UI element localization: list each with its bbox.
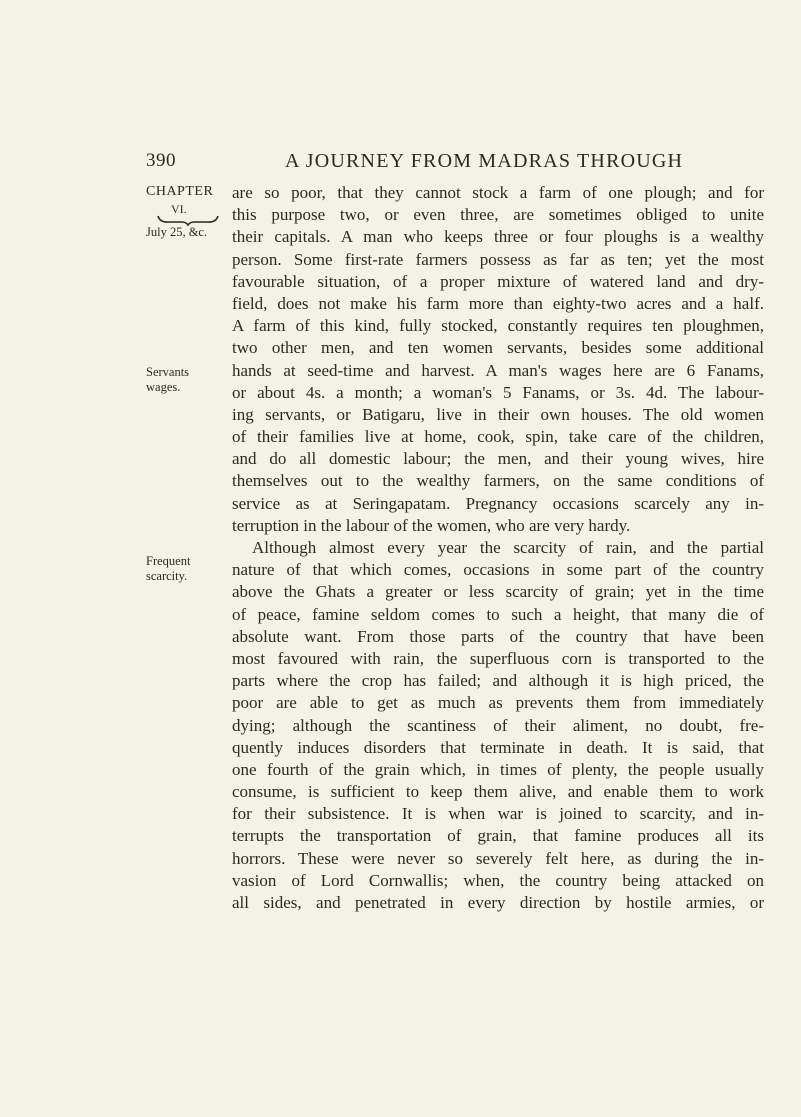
text-line: this purpose two, or even three, are sometimes obliged to unite bbox=[232, 205, 764, 225]
text-line: consume, is sufficient to keep them alive, and enable them to work bbox=[232, 782, 764, 802]
chapter-label: CHAPTER bbox=[146, 184, 214, 199]
page-header bbox=[146, 150, 766, 180]
text-line: of peace, famine seldom comes to such a height, that many die of bbox=[232, 604, 764, 624]
text-line: dying; although the scantiness of their aliment, no doubt, fre- bbox=[232, 715, 764, 735]
text-line: terrupts the transportation of grain, that famine produces all its bbox=[232, 826, 764, 846]
text-line: service as at Seringapatam. Pregnancy occasions scarcely any in- bbox=[232, 493, 764, 513]
text-line: A farm of this kind, fully stocked, constantly requires ten ploughmen, bbox=[232, 316, 764, 336]
page-number: 390 bbox=[146, 150, 176, 171]
text-line: field, does not make his farm more than eighty-two acres and a half. bbox=[232, 293, 764, 313]
side-note-scarcity: Frequent scarcity. bbox=[146, 554, 191, 583]
text-line: their capitals. A man who keeps three or four ploughs is a wealthy bbox=[232, 227, 764, 247]
text-line: nature of that which comes, occasions in some part of the country bbox=[232, 560, 764, 580]
text-line: and do all domestic labour; the men, and their young wives, hire bbox=[232, 449, 764, 469]
chapter-number: VI. bbox=[171, 202, 187, 216]
text-line: ing servants, or Batigaru, live in their own houses. The old women bbox=[232, 404, 764, 424]
text-line: most favoured with rain, the superfluous corn is transported to the bbox=[232, 648, 764, 668]
body-text bbox=[232, 182, 764, 914]
text-line: quently induces disorders that terminate in death. It is said, that bbox=[232, 737, 764, 757]
date-note: July 25, &c. bbox=[146, 225, 208, 239]
text-line: Although almost every year the scarcity of rain, and the partial bbox=[252, 538, 764, 557]
text-line: hands at seed-time and harvest. A man's wages here are 6 Fanams, bbox=[232, 360, 764, 380]
text-line: of their families live at home, cook, spin, take care of the children, bbox=[232, 427, 764, 447]
text-line: are so poor, that they cannot stock a farm of one plough; and for bbox=[232, 183, 764, 202]
text-line: above the Ghats a greater or less scarcity of grain; yet in the time bbox=[232, 582, 764, 602]
text-line: vasion of Lord Cornwallis; when, the country being attacked on bbox=[232, 870, 764, 890]
text-line: poor are able to get as much as prevents them from immediately bbox=[232, 693, 764, 713]
text-line: terruption in the labour of the women, who are very hardy. bbox=[232, 515, 631, 535]
text-line: person. Some first-rate farmers possess as far as ten; yet the most bbox=[232, 249, 764, 269]
text-line: parts where the crop has failed; and although it is high priced, the bbox=[232, 671, 764, 691]
text-line: themselves out to the wealthy farmers, on the same conditions of bbox=[232, 471, 764, 491]
side-note-servants: Servants wages. bbox=[146, 365, 190, 394]
text-line: horrors. These were never so severely felt here, as during the in- bbox=[232, 848, 764, 868]
text-line: all sides, and penetrated in every direction by hostile armies, or bbox=[232, 893, 764, 912]
running-title: A JOURNEY FROM MADRAS THROUGH bbox=[285, 150, 684, 172]
text-line: favourable situation, of a proper mixture of watered land and dry- bbox=[232, 271, 764, 291]
text-line: or about 4s. a month; a woman's 5 Fanams, or 3s. 4d. The labour- bbox=[232, 382, 764, 402]
text-line: two other men, and ten women servants, besides some additional bbox=[232, 338, 764, 358]
text-line: for their subsistence. It is when war is joined to scarcity, and in- bbox=[232, 804, 764, 824]
text-line: absolute want. From those parts of the country that have been bbox=[232, 626, 764, 646]
text-line: one fourth of the grain which, in times of plenty, the people usually bbox=[232, 759, 764, 779]
